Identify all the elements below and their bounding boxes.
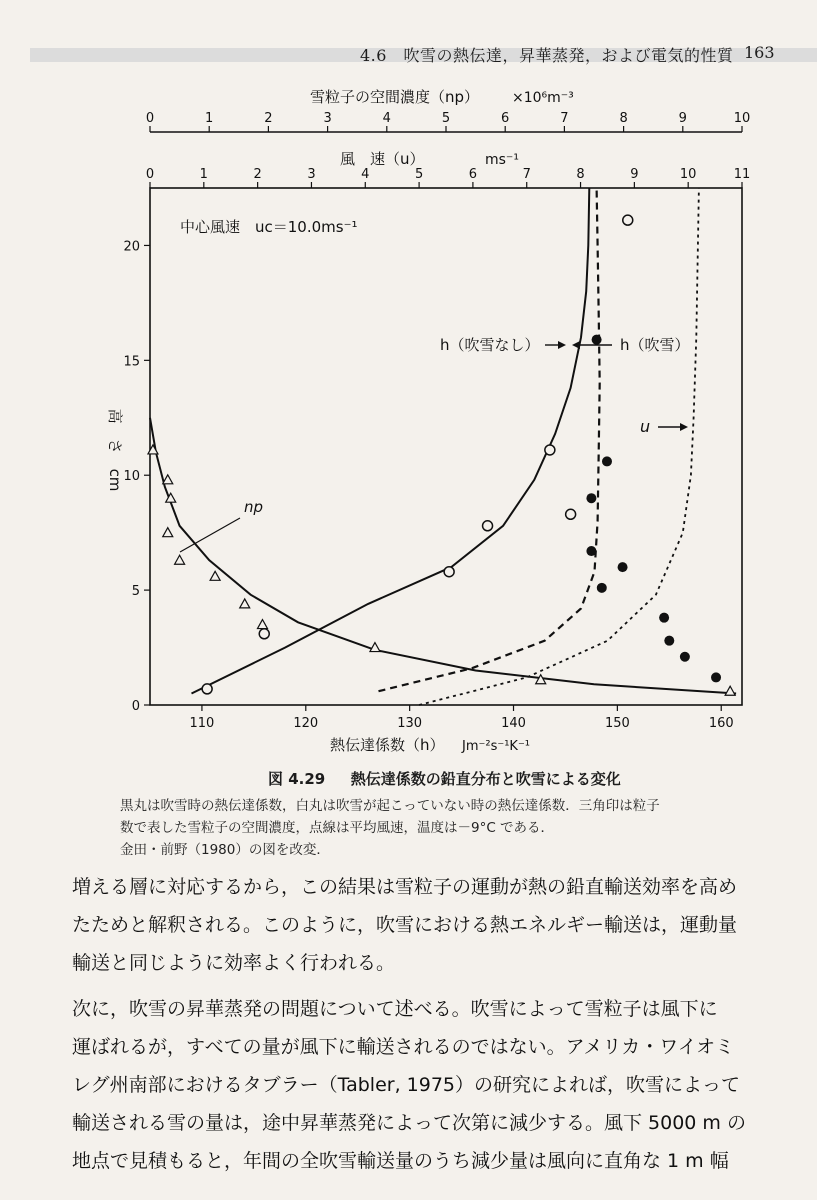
np-axis-unit: ×10⁶m⁻³ [512,90,574,106]
caption-number: 図 4.29 [268,770,326,788]
filled-circle-point [586,546,596,556]
np-axis-tick-label: 9 [678,111,687,126]
center-wind-speed-label: 中心風速 uc＝10.0ms⁻¹ [180,218,358,236]
triangle-point [163,528,173,537]
np-axis-label: 雪粒子の空間濃度（np） [310,88,480,106]
figure-notes [120,795,660,861]
triangle-point [257,620,267,629]
text-line: レグ州南部におけるタブラー（Tabler, 1975）の研究によれば，吹雪によって [72,1074,740,1096]
u-axis-tick-label: 10 [679,167,697,182]
height-axis-tick-label: 5 [131,584,140,600]
h-snow-label: h（吹雪） [620,336,690,354]
np-axis-tick-label: 4 [382,111,391,126]
plot-frame [150,188,742,705]
h-axis-label: 熱伝達係数（h） [330,736,445,754]
open-circle-point [545,445,555,455]
text-line: 増える層に対応するから，この結果は雪粒子の運動が熱の鉛直輸送効率を高め [72,876,738,898]
text-line: 輸送される雪の量は，途中昇華蒸発によって次第に減少する。風下 5000 m の [72,1112,746,1134]
filled-circle-point [664,636,674,646]
open-circle-point [483,521,493,531]
paragraph [72,990,746,1180]
np-axis-tick-label: 8 [619,111,628,126]
filled-circle-point [602,456,612,466]
u-axis-unit: ms⁻¹ [485,152,519,168]
u-axis-tick-label: 7 [522,167,531,182]
h-no-snow-arrowhead [558,341,566,349]
note-line: 黒丸は吹雪時の熱伝達係数，白丸は吹雪が起こっていない時の熱伝達係数．三角印は粒子 [120,798,660,814]
height-axis-tick-label: 15 [123,354,140,370]
u-axis-tick-label: 3 [307,167,316,182]
np-axis-tick-label: 0 [145,111,155,126]
h-axis-tick-label: 150 [604,716,630,731]
open-circle-point [623,215,633,225]
text-line: 次に，吹雪の昇華蒸発の問題について述べる。吹雪によって雪粒子は風下に [72,998,718,1020]
triangle-point [370,643,380,652]
np-axis-tick-label: 2 [264,111,273,126]
h-axis-tick-label: 130 [397,716,423,731]
h-axis-tick-label: 140 [501,716,526,731]
h-no-snow-label: h（吹雪なし） [440,336,540,354]
triangle-point [210,571,220,580]
u-label: u [640,417,651,436]
h-axis-unit: Jm⁻²s⁻¹K⁻¹ [462,739,531,754]
np-curve [150,418,736,694]
triangle-point [175,555,185,564]
note-line: 金田・前野（1980）の図を改変． [120,842,330,858]
heat-transfer-chart [0,60,817,760]
paragraph [72,868,746,982]
open-circle-point [444,567,454,577]
chart-marks [148,215,735,695]
h-axis-tick-label: 110 [189,716,215,731]
triangle-point [240,599,250,608]
text-line: 輸送と同じように効率よく行われる。 [72,952,396,974]
height-axis-label: 高 さ cm [106,408,124,492]
body-text [72,868,746,1188]
np-axis-tick-label: 6 [501,111,510,126]
u-axis-label: 風 速（u） [340,150,425,168]
triangle-point [163,475,173,484]
h-axis-tick-label: 160 [708,716,734,731]
u-arrowhead [680,423,688,431]
filled-circle-point [680,652,690,662]
u-axis-tick-label: 4 [361,167,370,182]
text-line: たためと解釈される。このように，吹雪における熱エネルギー輸送は，運動量 [72,914,738,936]
filled-circle-point [592,335,602,345]
triangle-point [725,686,735,695]
chart-labels [180,218,690,552]
filled-circle-point [597,583,607,593]
np-axis-tick-label: 5 [441,111,451,126]
filled-circle-point [711,672,721,682]
filled-circle-point [618,562,628,572]
text-line: 地点で見積もると，年間の全吹雪輸送量のうち減少量は風向に直角な 1 m 幅 [72,1150,729,1172]
u-axis-tick-label: 2 [253,167,262,182]
chart-axes [106,88,750,754]
open-circle-point [202,684,212,694]
u-axis-tick-label: 0 [145,167,155,182]
np-pointer-line [180,518,240,552]
caption-title: 熱伝達係数の鉛直分布と吹雪による変化 [350,770,621,788]
height-axis-tick-label: 20 [123,239,140,255]
h-no-snow-curve [192,188,590,694]
header-title: 4.6 吹雪の熱伝達，昇華蒸発，および電気的性質 [360,46,734,65]
u-axis-tick-label: 1 [199,167,208,182]
u-axis-tick-label: 5 [414,167,424,182]
h-snow-curve [379,188,600,691]
filled-circle-point [586,493,596,503]
figure-caption [268,768,621,789]
page-number: 163 [744,43,775,62]
h-snow-arrowhead [572,341,580,349]
np-axis-tick-label: 10 [733,111,751,126]
chart-curves [150,188,736,705]
u-axis-tick-label: 6 [468,167,478,182]
filled-circle-point [659,613,669,623]
note-line: 数で表した雪粒子の空間濃度，点線は平均風速，温度は－9°C である． [120,820,555,836]
h-axis-tick-label: 120 [293,716,319,731]
open-circle-point [259,629,269,639]
u-axis-tick-label: 8 [576,167,585,182]
height-axis-tick-label: 0 [131,699,140,714]
u-axis-tick-label: 9 [630,167,639,182]
np-axis-tick-label: 7 [560,111,569,126]
u-axis-tick-label: 11 [733,167,751,182]
np-label: np [244,498,264,516]
text-line: 運ばれるが，すべての量が風下に輸送されるのではない。アメリカ・ワイオミ [72,1036,735,1058]
np-axis-tick-label: 1 [205,111,214,126]
open-circle-point [566,509,576,519]
np-axis-tick-label: 3 [323,111,332,126]
height-axis-tick-label: 10 [123,469,140,485]
